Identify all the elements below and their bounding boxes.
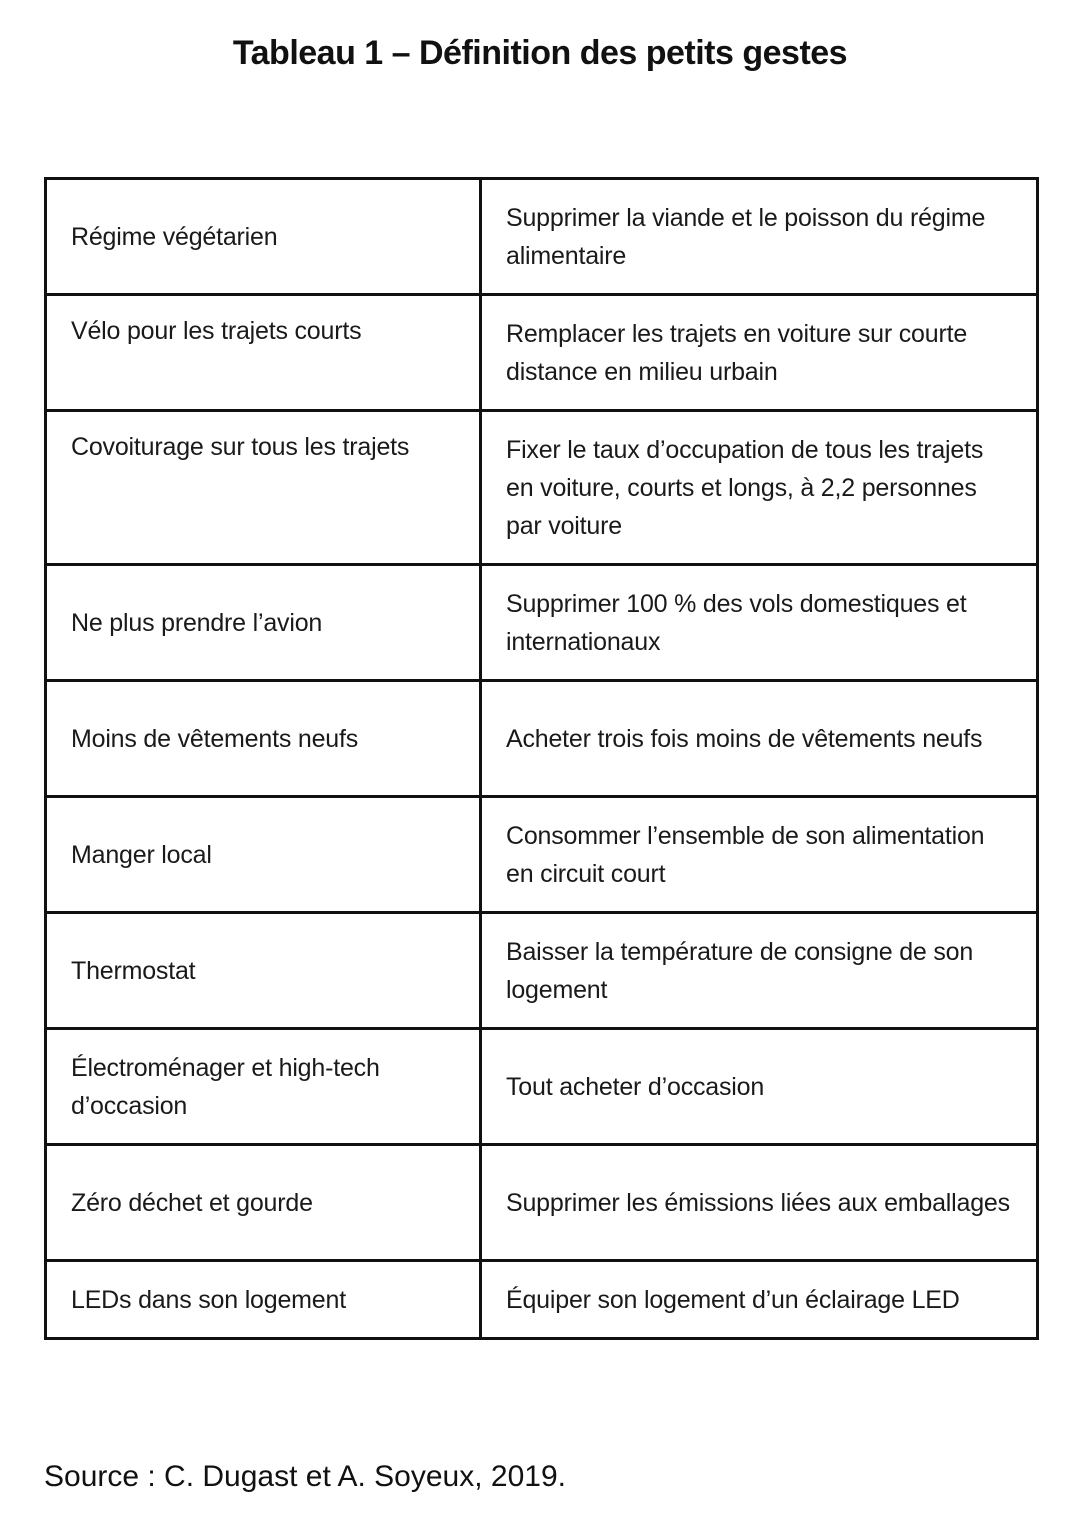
definition-cell: Supprimer 100 % des vols domestiques et internationaux	[481, 565, 1038, 681]
table-row	[46, 913, 1038, 1029]
geste-cell: Régime végétarien	[46, 179, 481, 295]
geste-cell: LEDs dans son logement	[46, 1261, 481, 1339]
table-title: Tableau 1 – Définition des petits gestes	[232, 34, 848, 72]
geste-cell: Covoiturage sur tous les trajets	[46, 411, 481, 565]
table-row	[46, 1029, 1038, 1145]
geste-cell: Zéro déchet et gourde	[46, 1145, 481, 1261]
table-row	[46, 565, 1038, 681]
definition-cell: Supprimer les émissions liées aux emballages	[481, 1145, 1038, 1261]
definition-cell: Équiper son logement d’un éclairage LED	[481, 1261, 1038, 1339]
table-row	[46, 179, 1038, 295]
table-row	[46, 1145, 1038, 1261]
geste-cell: Ne plus prendre l’avion	[46, 565, 481, 681]
table-row	[46, 797, 1038, 913]
definition-cell: Tout acheter d’occasion	[481, 1029, 1038, 1145]
geste-cell: Électroménager et high-tech d’occasion	[46, 1029, 481, 1145]
definition-cell: Consommer l’ensemble de son alimentation en circuit court	[481, 797, 1038, 913]
table-row	[46, 1261, 1038, 1339]
table-row	[46, 295, 1038, 411]
table-row	[46, 681, 1038, 797]
table-row	[46, 411, 1038, 565]
gestes-table	[44, 177, 1039, 1340]
definition-cell: Remplacer les trajets en voiture sur courte distance en milieu urbain	[481, 295, 1038, 411]
geste-cell: Vélo pour les trajets courts	[46, 295, 481, 411]
geste-cell: Moins de vêtements neufs	[46, 681, 481, 797]
geste-cell: Manger local	[46, 797, 481, 913]
definition-cell: Supprimer la viande et le poisson du régime alimentaire	[481, 179, 1038, 295]
definition-cell: Fixer le taux d’occupation de tous les trajets en voiture, courts et longs, à 2,2 personnes par voiture	[481, 411, 1038, 565]
source-caption: Source : C. Dugast et A. Soyeux, 2019.	[44, 1460, 566, 1493]
geste-cell: Thermostat	[46, 913, 481, 1029]
definition-cell: Acheter trois fois moins de vêtements neufs	[481, 681, 1038, 797]
definition-cell: Baisser la température de consigne de son logement	[481, 913, 1038, 1029]
